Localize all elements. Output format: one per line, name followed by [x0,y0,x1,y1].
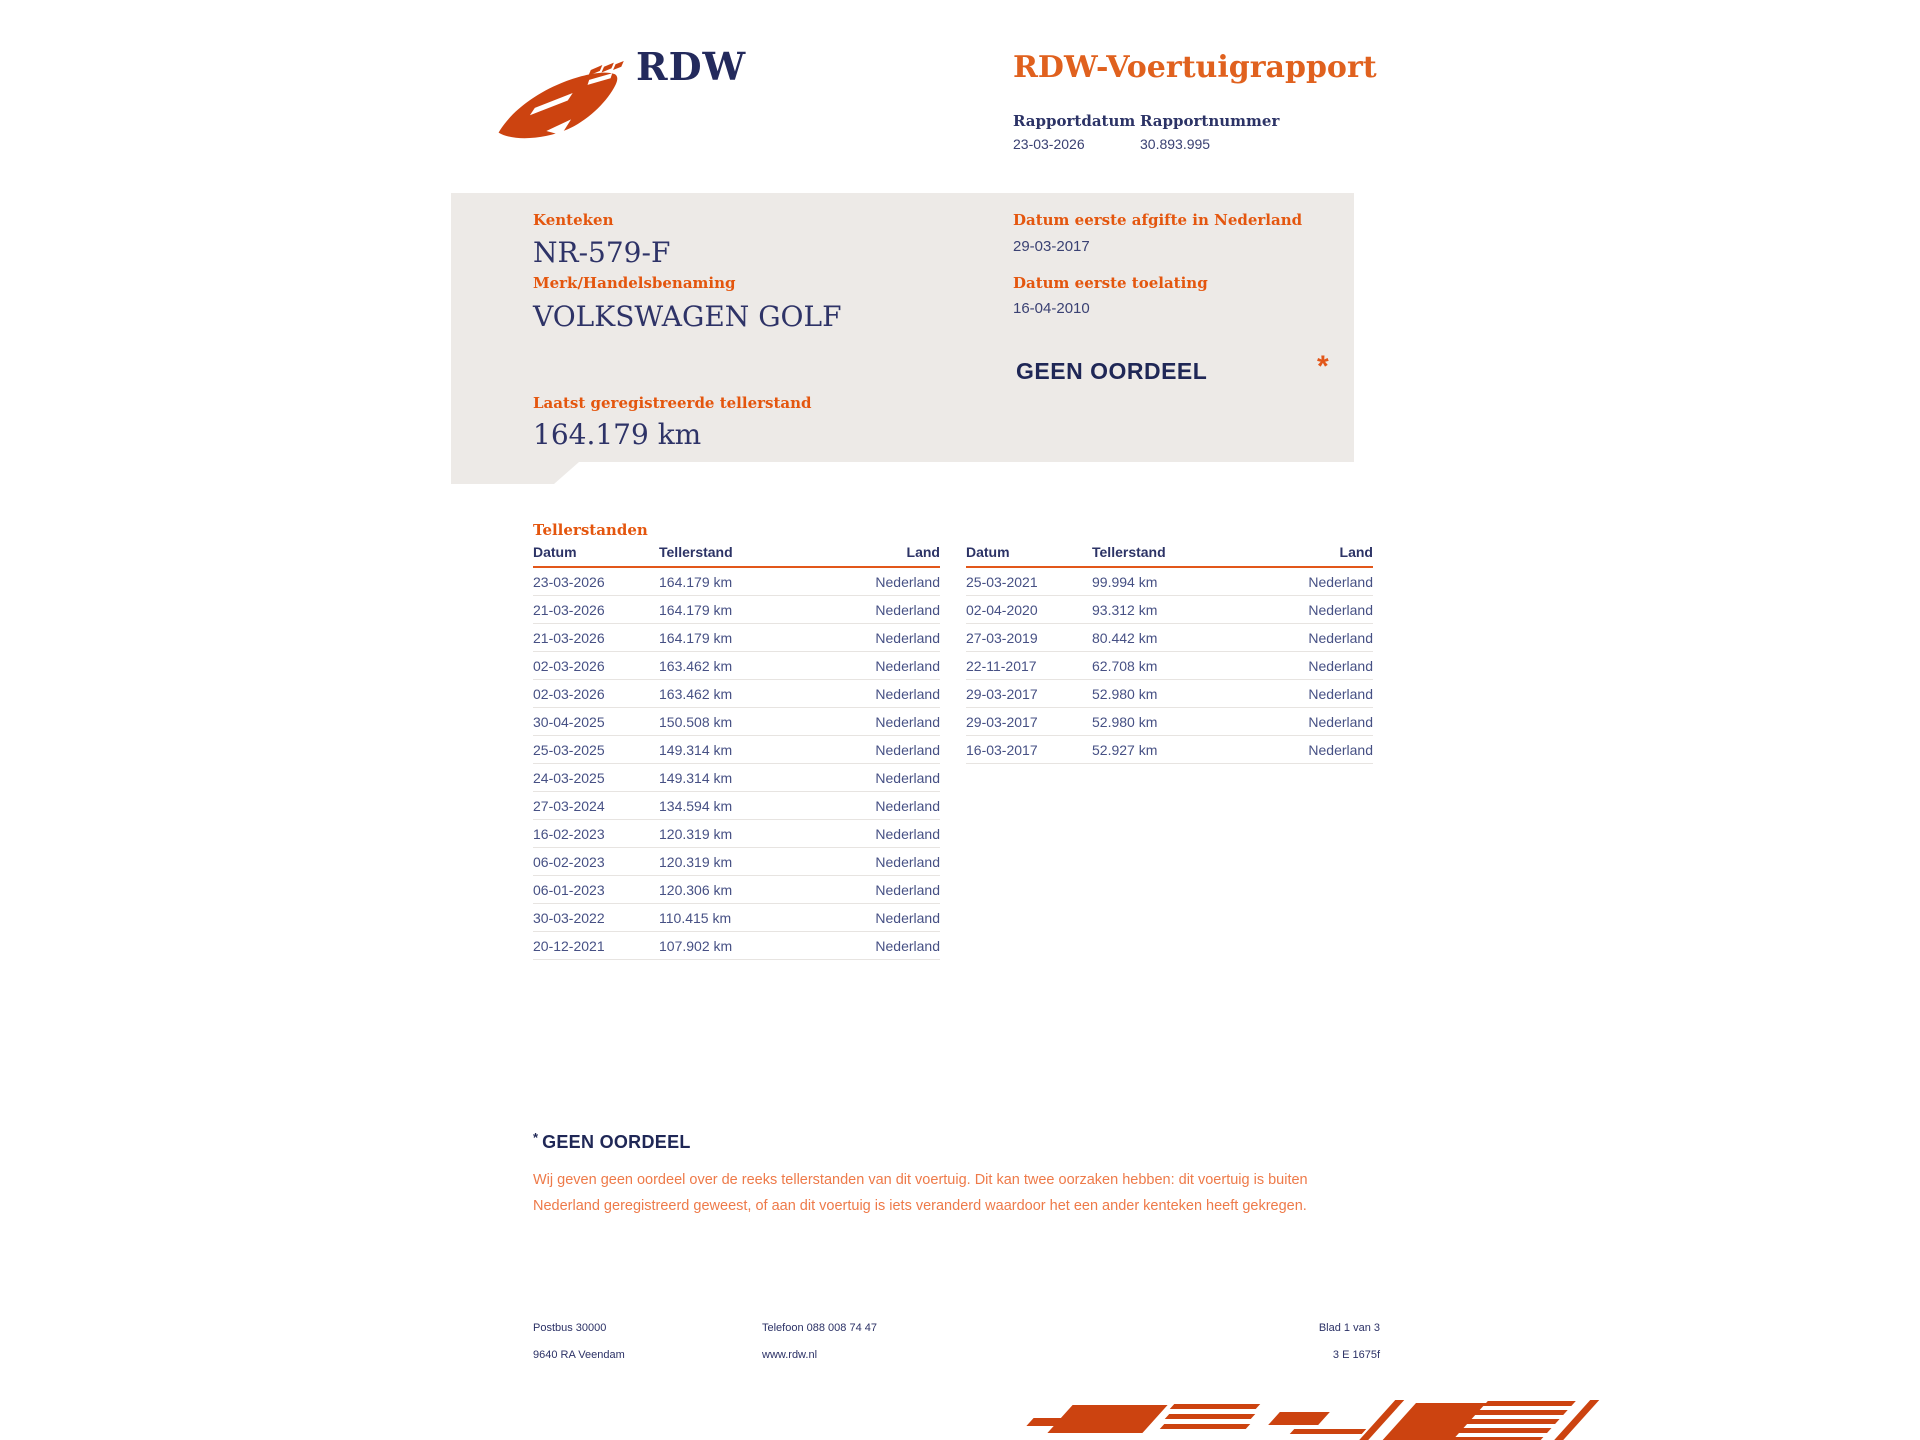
cell-datum: 30-04-2025 [533,713,605,730]
cell-tellerstand: 52.980 km [1092,685,1158,702]
report-number-label: Rapportnummer [1140,112,1280,130]
cell-land: Nederland [875,853,940,870]
cell-land: Nederland [1308,629,1373,646]
footnote-title: GEEN OORDEEL [542,1132,691,1152]
cell-datum: 16-03-2017 [966,741,1038,758]
cell-land: Nederland [1308,741,1373,758]
table-row [533,680,940,708]
cell-land: Nederland [875,937,940,954]
cell-datum: 21-03-2026 [533,629,605,646]
cell-tellerstand: 52.927 km [1092,741,1158,758]
page-title: RDW-Voertuigrapport [1013,50,1377,85]
column-header-datum: Datum [533,544,577,560]
cell-land: Nederland [875,685,940,702]
merk-label: Merk/Handelsbenaming [533,274,736,292]
cell-land: Nederland [875,881,940,898]
table-row [533,736,940,764]
cell-land: Nederland [875,825,940,842]
table-header [533,540,940,568]
toelating-label: Datum eerste toelating [1013,274,1208,292]
cell-datum: 16-02-2023 [533,825,605,842]
cell-tellerstand: 110.415 km [659,909,732,926]
column-header-land: Land [1339,544,1373,560]
footnote-heading [533,1130,691,1153]
merk-value: VOLKSWAGEN GOLF [533,300,842,333]
cell-tellerstand: 107.902 km [659,937,733,954]
cell-datum: 06-02-2023 [533,853,605,870]
cell-land: Nederland [1308,685,1373,702]
table-row [533,624,940,652]
column-header-datum: Datum [966,544,1010,560]
cell-datum: 27-03-2024 [533,797,605,814]
cell-land: Nederland [875,629,940,646]
cell-datum: 02-03-2026 [533,685,605,702]
cell-tellerstand: 120.319 km [659,853,733,870]
footer-page-number: Blad 1 van 3 [1318,1322,1380,1334]
cell-datum: 06-01-2023 [533,881,605,898]
cell-datum: 22-11-2017 [966,657,1037,674]
cell-land: Nederland [1308,657,1373,674]
cell-land: Nederland [875,769,940,786]
rdw-logo-text: RDW [636,44,747,89]
table-row [966,624,1373,652]
cell-tellerstand: 164.179 km [659,629,733,646]
cell-datum: 29-03-2017 [966,685,1038,702]
tellerstand-label: Laatst geregistreerde tellerstand [533,394,812,412]
report-date-label: Rapportdatum [1013,112,1136,130]
table-row [533,904,940,932]
cell-land: Nederland [875,741,940,758]
column-header-tellerstand: Tellerstand [659,544,733,560]
table-row [533,820,940,848]
footer-speedlines-graphic [1030,1400,1500,1440]
cell-tellerstand: 99.994 km [1092,573,1158,590]
column-header-land: Land [906,544,940,560]
cell-datum: 30-03-2022 [533,909,605,926]
cell-land: Nederland [875,657,940,674]
cell-land: Nederland [875,713,940,730]
table-header [966,540,1373,568]
cell-tellerstand: 150.508 km [659,713,733,730]
cell-datum: 02-03-2026 [533,657,605,674]
table-row [533,652,940,680]
cell-tellerstand: 164.179 km [659,601,733,618]
cell-tellerstand: 134.594 km [659,797,733,814]
cell-tellerstand: 62.708 km [1092,657,1158,674]
cell-datum: 24-03-2025 [533,769,605,786]
table-row [966,736,1373,764]
afgifte-value: 29-03-2017 [1013,238,1090,255]
cell-land: Nederland [875,797,940,814]
cell-tellerstand: 93.312 km [1092,601,1158,618]
table-row [966,708,1373,736]
tellerstanden-section-label: Tellerstanden [533,521,648,539]
cell-land: Nederland [875,909,940,926]
cell-datum: 20-12-2021 [533,937,605,954]
table-row [533,568,940,596]
report-date-value: 23-03-2026 [1013,136,1085,152]
table-row [533,764,940,792]
cell-datum: 29-03-2017 [966,713,1038,730]
odometer-table-right [966,540,1373,764]
cell-tellerstand: 149.314 km [659,769,733,786]
cell-tellerstand: 163.462 km [659,657,733,674]
table-body [533,568,940,960]
table-row [533,596,940,624]
afgifte-label: Datum eerste afgifte in Nederland [1013,211,1303,229]
kenteken-value: NR-579-F [533,236,671,269]
cell-land: Nederland [1308,713,1373,730]
footer-form-code: 3 E 1675f [1332,1349,1380,1361]
cell-tellerstand: 52.980 km [1092,713,1158,730]
table-row [533,848,940,876]
cell-tellerstand: 149.314 km [659,741,733,758]
cell-datum: 02-04-2020 [966,601,1038,618]
table-body [966,568,1373,764]
cell-land: Nederland [875,573,940,590]
rdw-logo-icon [492,56,632,140]
table-row [533,708,940,736]
cell-land: Nederland [875,601,940,618]
toelating-value: 16-04-2010 [1013,300,1090,317]
kenteken-label: Kenteken [533,211,614,229]
cell-land: Nederland [1308,601,1373,618]
odometer-table-left [533,540,940,960]
footer-address-line2: 9640 RA Veendam [533,1349,625,1361]
footnote-asterisk: * [533,1130,539,1145]
footer-address-line1: Postbus 30000 [533,1322,607,1334]
cell-land: Nederland [1308,573,1373,590]
tellerstand-value: 164.179 km [533,418,702,451]
verdict-asterisk: * [1317,350,1329,383]
table-row [533,876,940,904]
footnote-body-text: Wij geven geen oordeel over de reeks tellerstanden van dit voertuig. Dit kan twee oorzaken hebben: dit voertuig is buiten Nederland geregistreerd geweest, of aan dit voertuig is iets veranderd waardoor het een ander kenteken heeft gekregen. [533,1172,1308,1214]
cell-tellerstand: 120.319 km [659,825,733,842]
cell-datum: 23-03-2026 [533,573,605,590]
column-header-tellerstand: Tellerstand [1092,544,1166,560]
cell-tellerstand: 163.462 km [659,685,733,702]
footer-phone: Telefoon 088 008 74 47 [762,1322,877,1334]
table-row [533,932,940,960]
table-row [966,596,1373,624]
report-number-value: 30.893.995 [1140,136,1211,152]
verdict-text: GEEN OORDEEL [1016,358,1208,384]
table-row [533,792,940,820]
cell-datum: 25-03-2021 [966,573,1038,590]
cell-datum: 25-03-2025 [533,741,605,758]
cell-tellerstand: 80.442 km [1092,629,1158,646]
footer-website: www.rdw.nl [762,1349,818,1361]
cell-datum: 21-03-2026 [533,601,605,618]
table-row [966,652,1373,680]
cell-tellerstand: 164.179 km [659,573,733,590]
table-row [966,568,1373,596]
table-row [966,680,1373,708]
cell-tellerstand: 120.306 km [659,881,733,898]
cell-datum: 27-03-2019 [966,629,1038,646]
